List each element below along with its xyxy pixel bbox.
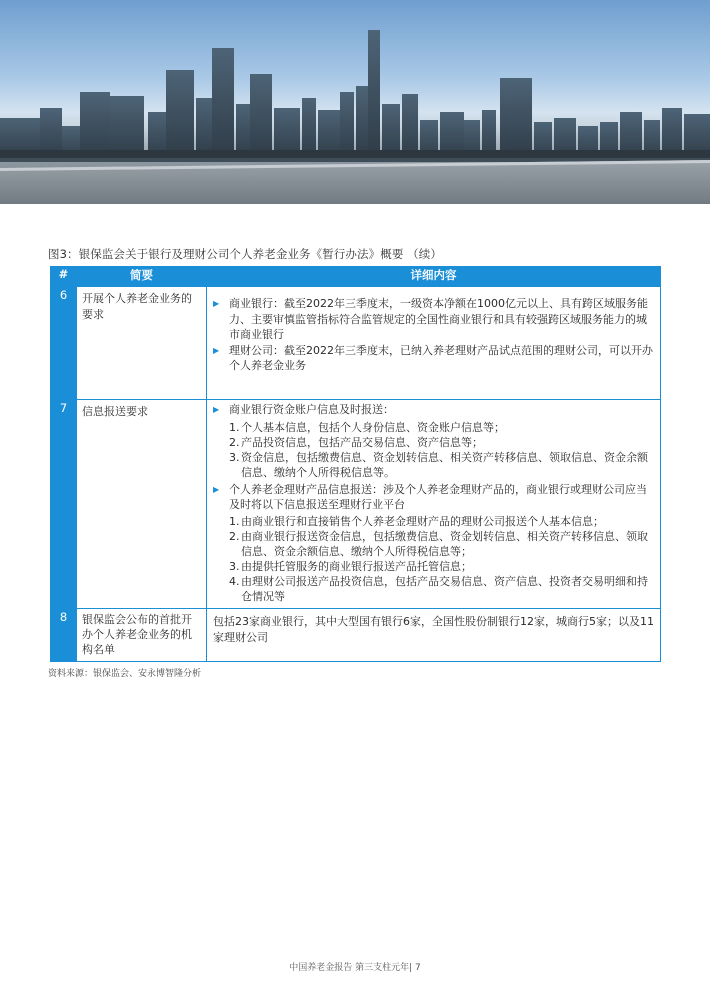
list-item: 4. 由理财公司报送产品投资信息，包括产品交易信息、资产信息、投资者交易明细和持仓情况等 [229, 575, 648, 603]
numbered-list [229, 420, 654, 480]
triangle-bullet-icon: ▶ [213, 405, 220, 414]
table-row [51, 287, 661, 400]
row-summary: 信息报送要求 [77, 400, 207, 609]
header-details: 详细内容 [207, 267, 661, 287]
table-row [51, 609, 661, 662]
bullet-item: ▶ 商业银行资金账户信息及时报送： [213, 403, 394, 416]
header-summary: 简要 [77, 267, 207, 287]
row-summary: 开展个人养老金业务的要求 [77, 287, 207, 400]
row-number: 8 [51, 609, 77, 662]
list-item: 3. 由提供托管服务的商业银行报送产品托管信息； [229, 560, 472, 573]
hero-cityscape-image [0, 0, 710, 204]
list-item: 1. 由商业银行和直接销售个人养老金理财产品的理财公司报送个人基本信息； [229, 515, 604, 528]
header-number: # [51, 267, 77, 287]
row-number: 7 [51, 400, 77, 609]
bullet-item: ▶ 个人养老金理财产品信息报送：涉及个人养老金理财产品的，商业银行或理财公司应当及时将以下信息报送至理财行业平台 [213, 483, 647, 511]
row-summary: 银保监会公布的首批开办个人养老金业务的机构名单 [77, 609, 207, 662]
list-item: 2. 由商业银行报送资金信息，包括缴费信息、资金划转信息、相关资产转移信息、领取信息、资金余额信息、缴纳个人所得税信息等； [229, 530, 648, 558]
row-details [207, 287, 661, 400]
figure-title: 图3：银保监会关于银行及理财公司个人养老金业务《暂行办法》概要 （续） [48, 247, 442, 261]
row-details: 包括23家商业银行，其中大型国有银行6家，全国性股份制银行12家，城商行5家；以及11家理财公司 [207, 609, 661, 662]
page-footer: 中国养老金报告 第三支柱元年| 7 [289, 963, 421, 973]
numbered-list [229, 514, 654, 604]
bullet-item: ▶ 理财公司：截至2022年三季度末，已纳入养老理财产品试点范围的理财公司，可以开办个人养老金业务 [213, 343, 653, 372]
list-item: 1. 个人基本信息，包括个人身份信息、资金账户信息等； [229, 421, 505, 434]
triangle-bullet-icon: ▶ [213, 345, 220, 355]
summary-table [50, 266, 661, 662]
triangle-bullet-icon: ▶ [213, 485, 220, 494]
list-item: 2. 产品投资信息，包括产品交易信息、资产信息等； [229, 436, 483, 449]
table-header-row [51, 267, 661, 287]
triangle-bullet-icon: ▶ [213, 299, 220, 308]
bullet-item: ▶ 商业银行：截至2022年三季度末，一级资本净额在1000亿元以上、具有跨区域服务能力、主要审慎监管指标符合监管规定的全国性商业银行和具有较强跨区域服务能力的城市商业银行 [213, 297, 648, 341]
table-row [51, 400, 661, 609]
source-note: 资料来源：银保监会、安永博智隆分析 [48, 669, 202, 679]
row-details [207, 400, 661, 609]
row-number: 6 [51, 287, 77, 400]
list-item: 3. 资金信息，包括缴费信息、资金划转信息、相关资产转移信息、领取信息、资金余额信息、缴纳个人所得税信息等。 [229, 451, 648, 479]
